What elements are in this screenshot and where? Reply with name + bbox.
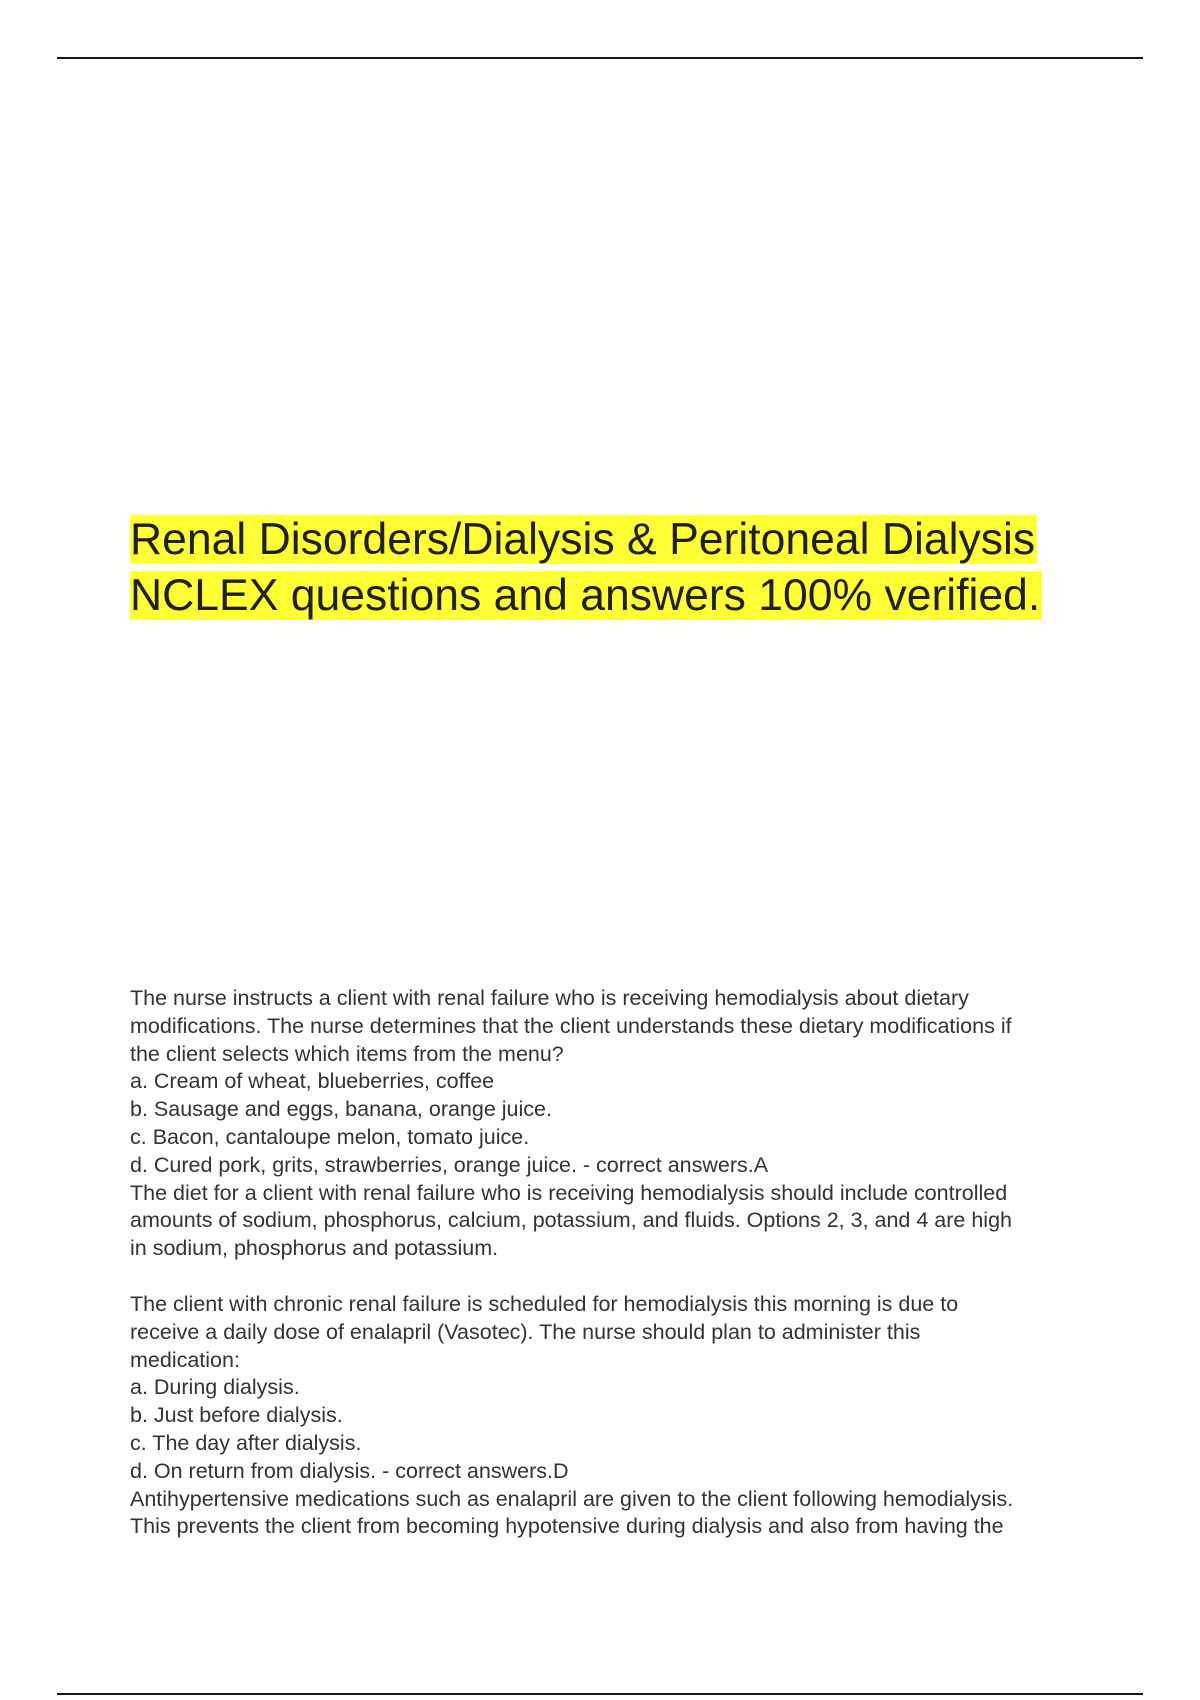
top-rule — [57, 57, 1143, 59]
title-line-2: NCLEX questions and answers 100% verified. — [130, 571, 1041, 620]
title-line-1: Renal Disorders/Dialysis & Peritoneal Dialysis — [130, 515, 1036, 564]
question-2-line-1: The client with chronic renal failure is scheduled for hemodialysis this morning is due to — [130, 1291, 959, 1316]
question-2-option-c: c. The day after dialysis. — [130, 1430, 362, 1455]
question-1-line-2: modifications. The nurse determines that the client understands these dietary modifications if — [130, 1013, 1012, 1038]
question-list — [130, 985, 1140, 1569]
question-1-line-1: The nurse instructs a client with renal failure who is receiving hemodialysis about dietary — [130, 986, 969, 1010]
question-1-option-c: c. Bacon, cantaloupe melon, tomato juice. — [130, 1124, 530, 1149]
question-1-rationale-line-1: The diet for a client with renal failure who is receiving hemodialysis should include controlled — [130, 1180, 1008, 1205]
question-1-option-a: a. Cream of wheat, blueberries, coffee — [130, 1069, 495, 1094]
question-block-1 — [130, 985, 1140, 1263]
question-2-option-a: a. During dialysis. — [130, 1375, 300, 1400]
question-1-option-b: b. Sausage and eggs, banana, orange juice. — [130, 1097, 552, 1122]
question-1-option-d-answer: d. Cured pork, grits, strawberries, orange juice. - correct answers.A — [130, 1152, 769, 1177]
question-2-line-2: receive a daily dose of enalapril (Vasotec). The nurse should plan to administer this — [130, 1319, 921, 1344]
question-2-line-3: medication: — [130, 1347, 240, 1372]
bottom-rule — [57, 1693, 1143, 1695]
question-1-rationale-line-3: in sodium, phosphorus and potassium. — [130, 1236, 499, 1261]
question-2-rationale-line-1: Antihypertensive medications such as enalapril are given to the client following hemodialysis. — [130, 1486, 1014, 1511]
document-title — [130, 512, 1140, 624]
question-2-rationale-line-2: This prevents the client from becoming hypotensive during dialysis and also from having the — [130, 1514, 1004, 1539]
question-block-2 — [130, 1291, 1140, 1541]
question-1-line-3: the client selects which items from the menu? — [130, 1041, 564, 1066]
question-2-option-b: b. Just before dialysis. — [130, 1403, 343, 1428]
question-2-option-d-answer: d. On return from dialysis. - correct answers.D — [130, 1458, 569, 1483]
question-1-rationale-line-2: amounts of sodium, phosphorus, calcium, potassium, and fluids. Options 2, 3, and 4 are high — [130, 1208, 1012, 1233]
